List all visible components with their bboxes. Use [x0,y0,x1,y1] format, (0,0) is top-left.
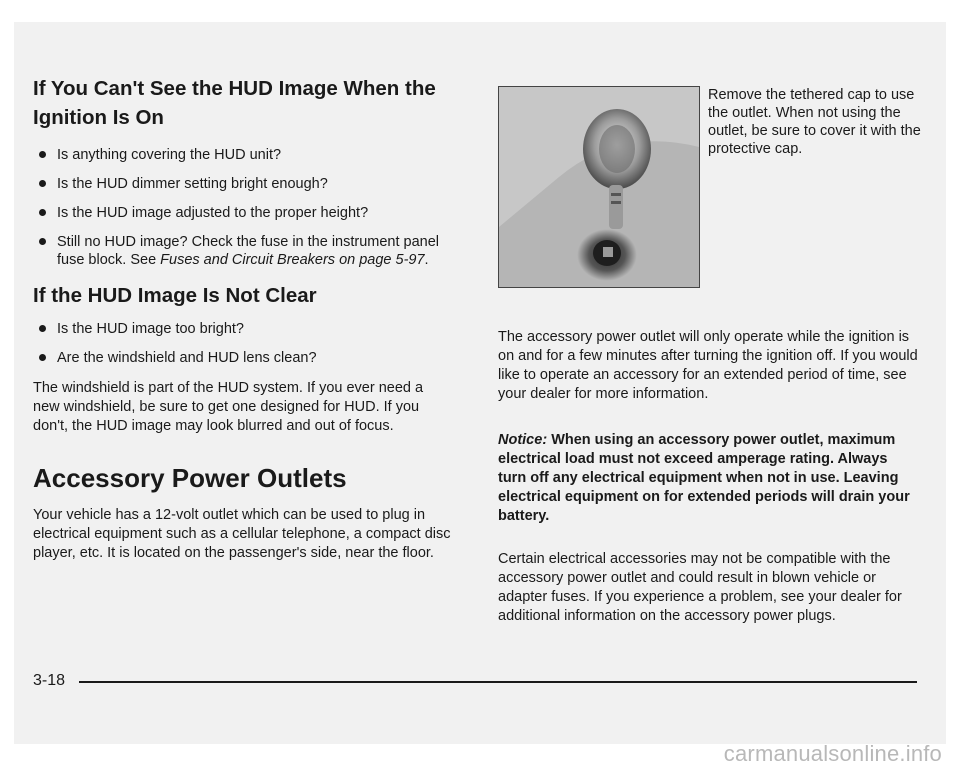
list-item: Are the windshield and HUD lens clean? [33,349,453,367]
list-item [33,233,453,269]
power-outlet-image [499,87,699,287]
heading-hud-not-clear: If the HUD Image Is Not Clear [33,284,317,307]
hud-not-clear-list [33,320,453,367]
compatibility-paragraph: Certain electrical accessories may not be compatible with the accessory power outlet and could result in blown vehicle or adapter fuses. If you experience a problem, see your dealer for additional information on the accessory power plugs. [498,551,902,624]
list-item: Is the HUD dimmer setting bright enough? [33,175,453,193]
windshield-paragraph: The windshield is part of the HUD system. If you ever need a new windshield, be sure to get one designed for HUD. If you don't, the HUD image may look blurred and out of focus. [33,380,424,434]
reference-period: . [424,252,429,268]
notice-block [498,431,918,526]
page-number: 3-18 [33,672,66,689]
heading-accessory-power-outlets: Accessory Power Outlets [33,463,347,493]
manual-page [14,22,946,744]
watermark: carmanualsonline.info [723,741,942,766]
list-item: Is the HUD image too bright? [33,320,453,338]
fuses-reference: Fuses and Circuit Breakers on page 5-97 [160,252,425,268]
operation-paragraph: The accessory power outlet will only operate while the ignition is on and for a few minutes after turning the ignition off. If you would like to operate an accessory for an extended period of time, see your dealer for more information. [498,329,918,402]
hud-not-visible-list [33,146,453,269]
notice-label: Notice: [498,432,548,448]
list-item: Is anything covering the HUD unit? [33,146,453,164]
notice-text: When using an accessory power outlet, maximum electrical load must not exceed amperage rating. Always turn off any electrical equipment when not in use. Leaving electrical equipment on for extended periods will drain your battery. [498,432,910,524]
heading-hud-not-visible: If You Can't See the HUD Image When the Ignition Is On [33,77,436,129]
footer-rule [79,681,917,683]
left-column [33,74,453,563]
list-item: Is the HUD image adjusted to the proper height? [33,204,453,222]
fuse-check-text: Still no HUD image? Check the fuse in the instrument panel fuse block. See [57,234,440,268]
photo-caption: Remove the tethered cap to use the outlet. When not using the outlet, be sure to cover it with the protective cap. [708,87,921,157]
power-outlet-photo [498,86,700,288]
outlet-location-paragraph: Your vehicle has a 12-volt outlet which can be used to plug in electrical equipment such as a cellular telephone, a compact disc player, etc. It is located on the passenger's side, near the floor. [33,507,451,561]
